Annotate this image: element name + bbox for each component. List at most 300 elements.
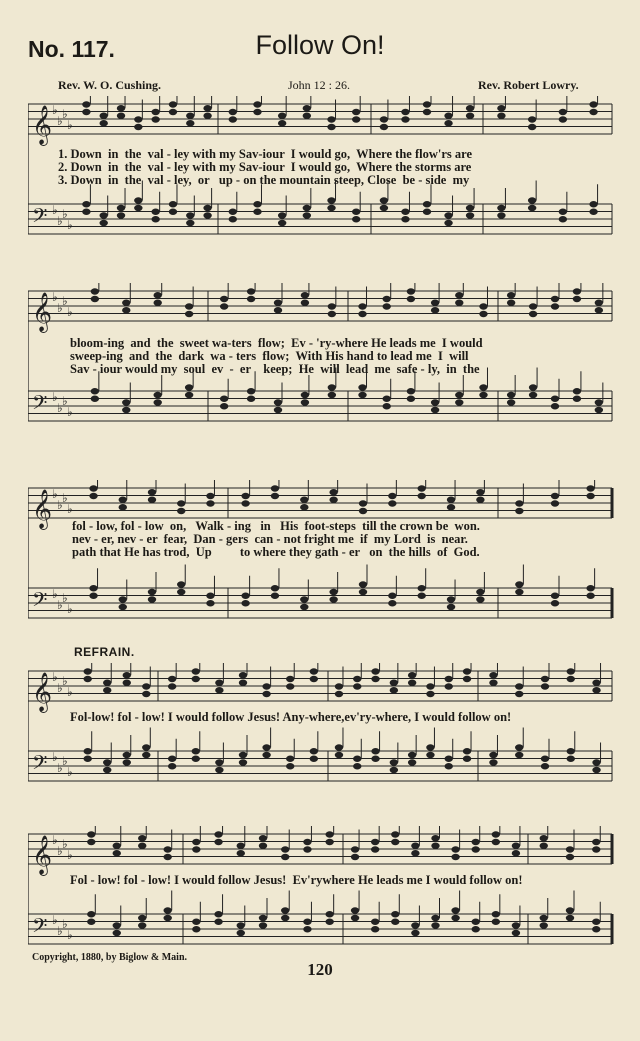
note-head (426, 691, 434, 697)
note-head (451, 915, 459, 921)
bass-clef-icon: 𝄢 (32, 391, 48, 419)
note-head (215, 680, 223, 686)
bass-clef-icon: 𝄢 (32, 204, 48, 232)
note-head (281, 846, 289, 852)
note-head (186, 212, 194, 218)
note-head (566, 907, 574, 913)
note-head (383, 303, 391, 309)
note-head (476, 596, 484, 602)
note-head (303, 839, 311, 845)
note-head (559, 216, 567, 222)
note-head (335, 744, 343, 750)
note-head (138, 835, 146, 841)
lyric-line: sweep-ing and the dark wa - ters flow; With His hand to lead me I will (70, 349, 469, 363)
note-head (515, 500, 523, 506)
note-head (274, 399, 282, 405)
note-head (253, 201, 261, 207)
flat-icon: ♭ (52, 203, 58, 217)
note-head (87, 831, 95, 837)
note-head (447, 596, 455, 602)
flat-icon: ♭ (62, 107, 68, 121)
note-head (390, 680, 398, 686)
note-head (479, 303, 487, 309)
note-head (407, 388, 415, 394)
note-head (507, 300, 515, 306)
note-head (91, 388, 99, 394)
note-head (352, 116, 360, 122)
note-head (220, 396, 228, 402)
note-head (489, 752, 497, 758)
note-head (431, 843, 439, 849)
flat-icon: ♭ (67, 405, 73, 419)
note-head (91, 396, 99, 402)
scripture-reference: John 12 : 26. (288, 78, 351, 92)
note-head (515, 581, 523, 587)
note-head (328, 303, 336, 309)
note-head (148, 596, 156, 602)
note-head (303, 846, 311, 852)
note-head (472, 846, 480, 852)
note-head (512, 930, 520, 936)
note-head (586, 593, 594, 599)
note-head (253, 109, 261, 115)
note-head (541, 676, 549, 682)
hymn-title: Follow On! (255, 30, 385, 60)
note-head (390, 759, 398, 765)
note-head (82, 209, 90, 215)
note-head (515, 752, 523, 758)
note-head (84, 756, 92, 762)
note-head (426, 683, 434, 689)
note-head (411, 922, 419, 928)
note-head (239, 672, 247, 678)
note-head (353, 756, 361, 762)
flat-icon: ♭ (57, 681, 63, 695)
note-head (455, 300, 463, 306)
note-head (383, 396, 391, 402)
note-head (380, 205, 388, 211)
note-head (592, 919, 600, 925)
note-head (168, 756, 176, 762)
note-head (123, 759, 131, 765)
note-head (151, 216, 159, 222)
note-head (595, 300, 603, 306)
note-head (262, 683, 270, 689)
note-head (592, 926, 600, 932)
note-head (451, 907, 459, 913)
note-head (391, 839, 399, 845)
note-head (383, 296, 391, 302)
note-head (300, 504, 308, 510)
note-head (185, 303, 193, 309)
note-head (237, 843, 245, 849)
page-number: 120 (307, 960, 333, 979)
note-head (351, 915, 359, 921)
note-head (540, 843, 548, 849)
note-head (220, 296, 228, 302)
note-head (567, 748, 575, 754)
note-head (515, 683, 523, 689)
note-head (229, 116, 237, 122)
note-head (492, 839, 500, 845)
lyric-line: fol - low, fol - low on, Walk - ing in His foot-steps till the crown be won. (72, 519, 480, 533)
note-head (529, 303, 537, 309)
note-head (113, 843, 121, 849)
flat-icon: ♭ (57, 401, 63, 415)
note-head (444, 220, 452, 226)
note-head (186, 220, 194, 226)
note-head (479, 392, 487, 398)
note-head (431, 300, 439, 306)
note-head (351, 846, 359, 852)
note-head (463, 756, 471, 762)
note-head (479, 384, 487, 390)
note-head (371, 926, 379, 932)
note-head (592, 767, 600, 773)
note-head (497, 113, 505, 119)
note-head (113, 850, 121, 856)
note-head (203, 212, 211, 218)
note-head (164, 915, 172, 921)
flat-icon: ♭ (52, 833, 58, 847)
flat-icon: ♭ (57, 598, 63, 612)
note-head (113, 930, 121, 936)
note-head (451, 846, 459, 852)
note-head (301, 292, 309, 298)
note-head (168, 683, 176, 689)
note-head (310, 676, 318, 682)
note-head (390, 767, 398, 773)
note-head (472, 919, 480, 925)
flat-icon: ♭ (67, 928, 73, 942)
note-head (89, 493, 97, 499)
note-head (463, 748, 471, 754)
note-head (303, 919, 311, 925)
note-head (177, 589, 185, 595)
hymn-number: No. 117. (28, 36, 115, 62)
note-head (303, 113, 311, 119)
note-head (329, 596, 337, 602)
note-head (301, 392, 309, 398)
lyric-line: path that He has trod, Up to where they gath - er on the hills of God. (72, 545, 480, 559)
flat-icon: ♭ (62, 674, 68, 688)
note-head (417, 593, 425, 599)
note-head (328, 384, 336, 390)
note-head (551, 296, 559, 302)
note-head (142, 691, 150, 697)
note-head (408, 759, 416, 765)
note-head (100, 120, 108, 126)
note-head (431, 922, 439, 928)
note-head (411, 850, 419, 856)
note-head (82, 101, 90, 107)
note-head (528, 116, 536, 122)
flat-icon: ♭ (57, 844, 63, 858)
note-head (592, 687, 600, 693)
note-head (303, 205, 311, 211)
note-head (466, 205, 474, 211)
note-head (529, 392, 537, 398)
note-head (408, 672, 416, 678)
note-head (186, 120, 194, 126)
lyric-line: bloom-ing and the sweet wa-ters flow; Ev - 'ry-where He leads me I would (70, 336, 483, 350)
note-head (371, 846, 379, 852)
note-head (573, 396, 581, 402)
note-head (122, 307, 130, 313)
note-head (119, 497, 127, 503)
note-head (358, 392, 366, 398)
note-head (215, 687, 223, 693)
note-head (154, 300, 162, 306)
note-head (417, 485, 425, 491)
note-head (168, 676, 176, 682)
note-head (229, 209, 237, 215)
note-head (241, 500, 249, 506)
note-head (237, 850, 245, 856)
note-head (84, 668, 92, 674)
note-head (528, 197, 536, 203)
note-head (247, 388, 255, 394)
note-head (512, 843, 520, 849)
note-head (592, 759, 600, 765)
note-head (351, 907, 359, 913)
note-head (134, 197, 142, 203)
note-head (117, 113, 125, 119)
note-head (134, 116, 142, 122)
note-head (497, 205, 505, 211)
note-head (335, 752, 343, 758)
note-head (445, 756, 453, 762)
note-head (335, 683, 343, 689)
note-head (529, 311, 537, 317)
flat-icon: ♭ (52, 670, 58, 684)
composer-credit: Rev. Robert Lowry. (478, 78, 579, 92)
note-head (177, 581, 185, 587)
note-head (247, 396, 255, 402)
note-head (203, 113, 211, 119)
treble-clef-icon: 𝄞 (32, 672, 53, 712)
note-head (271, 485, 279, 491)
note-head (122, 300, 130, 306)
note-head (447, 604, 455, 610)
note-head (192, 919, 200, 925)
note-head (89, 485, 97, 491)
note-head (445, 763, 453, 769)
flat-icon: ♭ (67, 848, 73, 862)
flat-icon: ♭ (57, 498, 63, 512)
note-head (119, 504, 127, 510)
note-head (214, 919, 222, 925)
note-head (566, 846, 574, 852)
flat-icon: ♭ (62, 917, 68, 931)
flat-icon: ♭ (52, 750, 58, 764)
note-head (148, 497, 156, 503)
note-head (444, 113, 452, 119)
note-head (507, 399, 515, 405)
refrain-label: REFRAIN. (74, 645, 135, 659)
note-head (573, 296, 581, 302)
flat-icon: ♭ (62, 491, 68, 505)
note-head (573, 388, 581, 394)
note-head (253, 209, 261, 215)
note-head (310, 668, 318, 674)
note-head (359, 508, 367, 514)
note-head (589, 201, 597, 207)
note-head (417, 493, 425, 499)
note-head (431, 399, 439, 405)
note-head (286, 676, 294, 682)
note-head (138, 843, 146, 849)
note-head (551, 500, 559, 506)
treble-clef-icon: 𝄞 (32, 292, 53, 332)
note-head (407, 296, 415, 302)
note-head (134, 205, 142, 211)
note-head (214, 839, 222, 845)
note-head (192, 748, 200, 754)
bass-clef-icon: 𝄢 (32, 588, 48, 616)
note-head (84, 676, 92, 682)
note-head (169, 201, 177, 207)
note-head (445, 676, 453, 682)
note-head (423, 109, 431, 115)
note-head (123, 672, 131, 678)
flat-icon: ♭ (57, 214, 63, 228)
note-head (380, 197, 388, 203)
note-head (113, 922, 121, 928)
note-head (239, 680, 247, 686)
note-head (507, 292, 515, 298)
note-head (169, 109, 177, 115)
note-head (352, 209, 360, 215)
note-head (540, 915, 548, 921)
note-head (241, 493, 249, 499)
note-head (192, 676, 200, 682)
note-head (352, 109, 360, 115)
lyric-line: Sav - iour would my soul ev - er keep; He will lead me safe - ly, in the (70, 362, 480, 376)
note-head (169, 101, 177, 107)
note-head (380, 116, 388, 122)
note-head (359, 589, 367, 595)
note-head (455, 399, 463, 405)
note-head (117, 105, 125, 111)
note-head (278, 120, 286, 126)
note-head (329, 589, 337, 595)
flat-icon: ♭ (67, 765, 73, 779)
note-head (497, 212, 505, 218)
note-head (142, 752, 150, 758)
note-head (371, 748, 379, 754)
note-head (512, 922, 520, 928)
note-head (401, 116, 409, 122)
note-head (278, 220, 286, 226)
note-head (371, 756, 379, 762)
note-head (466, 212, 474, 218)
note-head (241, 600, 249, 606)
note-head (559, 209, 567, 215)
lyric-line: 2. Down in the val - ley with my Sav-iour I would go, Where the storms are (58, 160, 472, 174)
note-head (431, 407, 439, 413)
note-head (177, 508, 185, 514)
note-head (142, 683, 150, 689)
flat-icon: ♭ (62, 754, 68, 768)
note-head (206, 493, 214, 499)
note-head (559, 116, 567, 122)
note-head (148, 589, 156, 595)
note-head (325, 911, 333, 917)
lyric-line: nev - er, nev - er fear, Dan - gers can - not fright me if my Lord is near. (72, 532, 468, 546)
note-head (206, 500, 214, 506)
note-head (325, 839, 333, 845)
note-head (103, 687, 111, 693)
note-head (82, 109, 90, 115)
note-head (423, 209, 431, 215)
note-head (214, 831, 222, 837)
note-head (89, 593, 97, 599)
note-head (300, 596, 308, 602)
note-head (390, 687, 398, 693)
note-head (281, 854, 289, 860)
note-head (359, 500, 367, 506)
note-head (497, 105, 505, 111)
note-head (408, 680, 416, 686)
flat-icon: ♭ (62, 394, 68, 408)
note-head (586, 485, 594, 491)
copyright-notice: Copyright, 1880, by Biglow & Main. (32, 952, 188, 963)
flat-icon: ♭ (57, 114, 63, 128)
note-head (274, 307, 282, 313)
note-head (237, 922, 245, 928)
flat-icon: ♭ (67, 118, 73, 132)
note-head (259, 835, 267, 841)
note-head (310, 748, 318, 754)
flat-icon: ♭ (67, 218, 73, 232)
note-head (515, 744, 523, 750)
note-head (401, 209, 409, 215)
note-head (573, 288, 581, 294)
note-head (541, 763, 549, 769)
note-head (411, 930, 419, 936)
flat-icon: ♭ (62, 294, 68, 308)
bass-clef-icon: 𝄢 (32, 751, 48, 779)
note-head (551, 493, 559, 499)
note-head (327, 197, 335, 203)
note-head (371, 839, 379, 845)
note-head (100, 212, 108, 218)
note-head (551, 593, 559, 599)
note-head (540, 835, 548, 841)
note-head (466, 105, 474, 111)
note-head (492, 831, 500, 837)
note-head (358, 384, 366, 390)
note-head (281, 907, 289, 913)
note-head (479, 311, 487, 317)
note-head (138, 915, 146, 921)
note-head (259, 843, 267, 849)
note-head (186, 113, 194, 119)
note-head (407, 396, 415, 402)
note-head (300, 497, 308, 503)
note-head (154, 392, 162, 398)
note-head (119, 596, 127, 602)
note-head (401, 216, 409, 222)
note-head (371, 676, 379, 682)
lyric-line: Fol-low! fol - low! I would follow Jesus! Any-where,ev'ry-where, I would follow on! (70, 710, 512, 724)
lyric-line: 3. Down in the val - ley, or up - on the mountain steep, Close be - side my (58, 173, 470, 187)
note-head (426, 744, 434, 750)
note-head (117, 205, 125, 211)
treble-clef-icon: 𝄞 (32, 105, 53, 145)
note-head (239, 759, 247, 765)
